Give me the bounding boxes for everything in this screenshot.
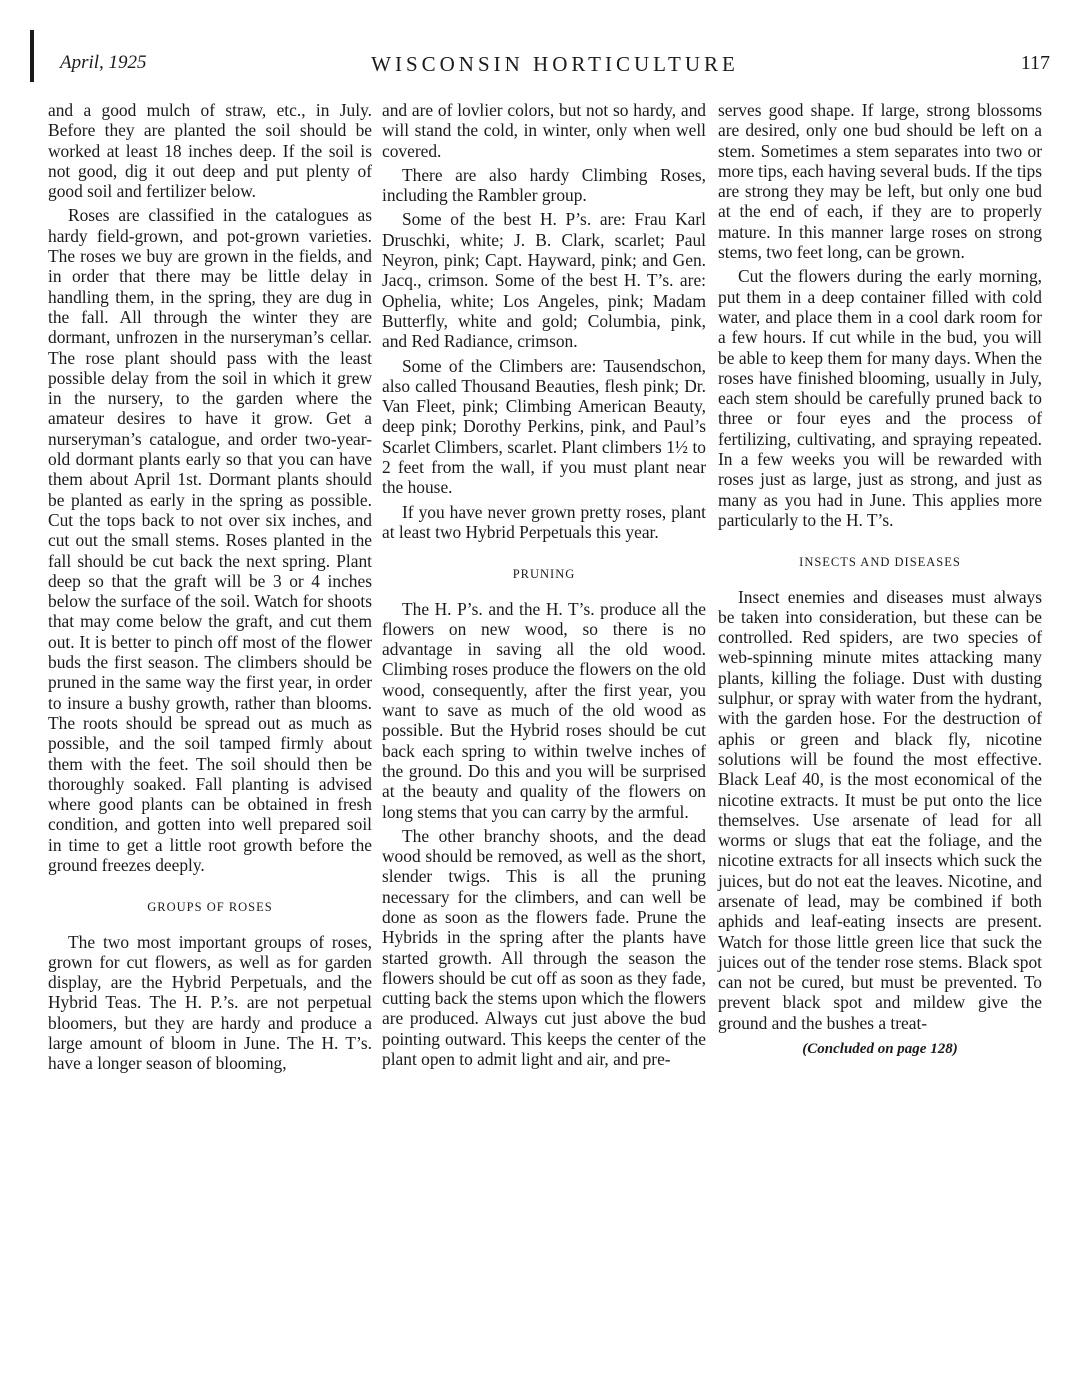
paragraph: The H. P’s. and the H. T’s. produce all the flowers on new wood, so there is no advantage in saving all the old wood. Climbing roses produce the flowers on the old wood, consequently, after the first year, you want to save as much of the old wood as possible. But the Hybrid roses should be cut back each spring to within twelve inches of the ground. Do this and you will be surprised at the beauty and quality of the flowers on long stems that you can carry by the armful. bbox=[382, 598, 706, 822]
issue-date: April, 1925 bbox=[60, 52, 147, 73]
paragraph: The other branchy shoots, and the dead wood should be removed, as well as the short, slender twigs. This is all the pruning necessary for the climbers, and can well be done as soon as the flowers fade. Prune the Hybrids in the spring after the plants have started growth. All through the season the flowers should be cut off as soon as they fade, cutting back the stems upon which the flowers are produced. Always cut just above the bud pointing outward. This keeps the center of the plant open to admit light and air, and pre- bbox=[382, 825, 706, 1070]
continuation-note: (Concluded on page 128) bbox=[802, 1041, 958, 1058]
paragraph: Insect enemies and diseases must always be taken into consideration, but these can be controlled. Red spiders, are two species of web-spinning minute mites attacking many plants, killing the foliage. Dust with dusting sulphur, or spray with water from the hydrant, with the garden hose. For the destruction of aphis or green and black fly, nicotine solutions will be found the most effective. Black Leaf 40, is the most economical of the nicotine extracts. It must be put onto the lice themselves. Use arsenate of lead for all worms or slugs that eat the foliage, and the nicotine extracts for all insects which suck the juices, but do not eat the leaves. Nicotine, and arsenate of lead, may be combined if both aphids and leaf-eating insects are present. Watch for those little green lice that suck the juices out of the tender rose stems. Black spot can not be cured, but must be prevented. To prevent black spot and mildew give the ground and the bushes a treat- bbox=[718, 586, 1042, 1033]
paragraph: The two most important groups of roses, grown for cut flowers, as well as for garden display, are the Hybrid Perpetuals, and the Hybrid Teas. The H. P.’s. are not perpetual bloomers, but they are hardy and produce a large amount of bloom in June. The H. T’s. have a longer season of blooming, bbox=[48, 931, 372, 1074]
section-heading-groups-of-roses: GROUPS OF ROSES bbox=[147, 900, 273, 915]
journal-title: WISCONSIN HORTICULTURE bbox=[371, 52, 739, 76]
paragraph: Some of the best H. P’s. are: Frau Karl Druschki, white; J. B. Clark, scarlet; Paul Neyron, pink; Capt. Hayward, pink; and Gen. Jacq., crimson. Some of the best H. T’s. are: Ophelia, white; Los Angeles, pink; Madam Butterfly, white and gold; Columbia, pink, and Red Radiance, crimson. bbox=[382, 209, 706, 352]
paragraph: Roses are classified in the catalogues as hardy field-grown, and pot-grown varieties. The roses we buy are grown in the fields, and in order that there may be little delay in handling them, in the spring, they are dug in the fall. All through the winter they are dormant, unfrozen in the nurseryman’s cellar. The rose plant should pass with the least possible delay from the soil in which it grew in the nursery, to the garden where the amateur desires to have it grow. Get a nurseryman’s catalogue, and order two-year-old dormant plants early so that you can have them about April 1st. Dormant plants should be planted as early in the spring as possible. Cut the tops back to not over six inches, and cut out the small stems. Roses planted in the fall should be cut back the next spring. Plant deep so that the graft will be 3 or 4 inches below the surface of the soil. Watch for shoots that may come below the graft, and cut them out. It is better to pinch off most of the flower buds the first season. The climbers should be pruned in the same way the first year, in order to insure a bushy growth, rather than blooms. The roots should be spread out as much as possible, and the soil tamped firmly about them with the feet. The soil should then be thoroughly soaked. Fall planting is advised where good plants can be obtained in fresh condition, and gotten into well prepared soil in time to get a little root growth before the ground freezes deeply. bbox=[48, 205, 372, 875]
section-heading-pruning: PRUNING bbox=[512, 567, 576, 582]
paragraph: Cut the flowers during the early morning, put them in a deep container filled with cold water, and place them in a cool dark room for a few hours. If cut while in the bud, you will be able to keep them for many days. When the roses have finished blooming, usually in July, each stem should be carefully pruned back to three or four eyes and the process of fertilizing, cultivating, and spraying repeated. In a few weeks you will be rewarded with roses just as large, just as strong, and just as many as you had in June. This applies more particularly to the H. T’s. bbox=[718, 266, 1042, 530]
paragraph: and are of lovlier colors, but not so hardy, and will stand the cold, in winter, only when well covered. bbox=[382, 100, 706, 161]
text-column-2 bbox=[382, 100, 706, 1069]
section-heading-insects-and-diseases: INSECTS AND DISEASES bbox=[799, 555, 961, 570]
paragraph: Some of the Climbers are: Tausendschon, also called Thousand Beauties, flesh pink; Dr. Van Fleet, pink; Climbing American Beauty, deep pink; Dorothy Perkins, pink, and Paul’s Scarlet Climbers, scarlet. Plant climbers 1½ to 2 feet from the wall, if you must plant near the house. bbox=[382, 355, 706, 498]
binding-edge-line bbox=[30, 30, 34, 82]
running-header bbox=[60, 52, 1050, 84]
paragraph: If you have never grown pretty roses, plant at least two Hybrid Perpetuals this year. bbox=[382, 501, 706, 542]
text-column-3 bbox=[718, 100, 1042, 1059]
paragraph: and a good mulch of straw, etc., in July. Before they are planted the soil should be worked at least 18 inches deep. If the soil is not good, dig it out deep and put plenty of good soil and fertilizer below. bbox=[48, 100, 372, 202]
page-number: 117 bbox=[1020, 52, 1050, 74]
paragraph: serves good shape. If large, strong blossoms are desired, only one bud should be left on a stem. Sometimes a stem separates into two or more tips, each having several buds. If the tips are strong they may be left, but only one bud at the end of each, if they are to properly mature. In this manner large roses on strong stems, two feet long, can be grown. bbox=[718, 100, 1042, 263]
paragraph: There are also hardy Climbing Roses, including the Rambler group. bbox=[382, 164, 706, 206]
text-column-1 bbox=[48, 100, 372, 1074]
